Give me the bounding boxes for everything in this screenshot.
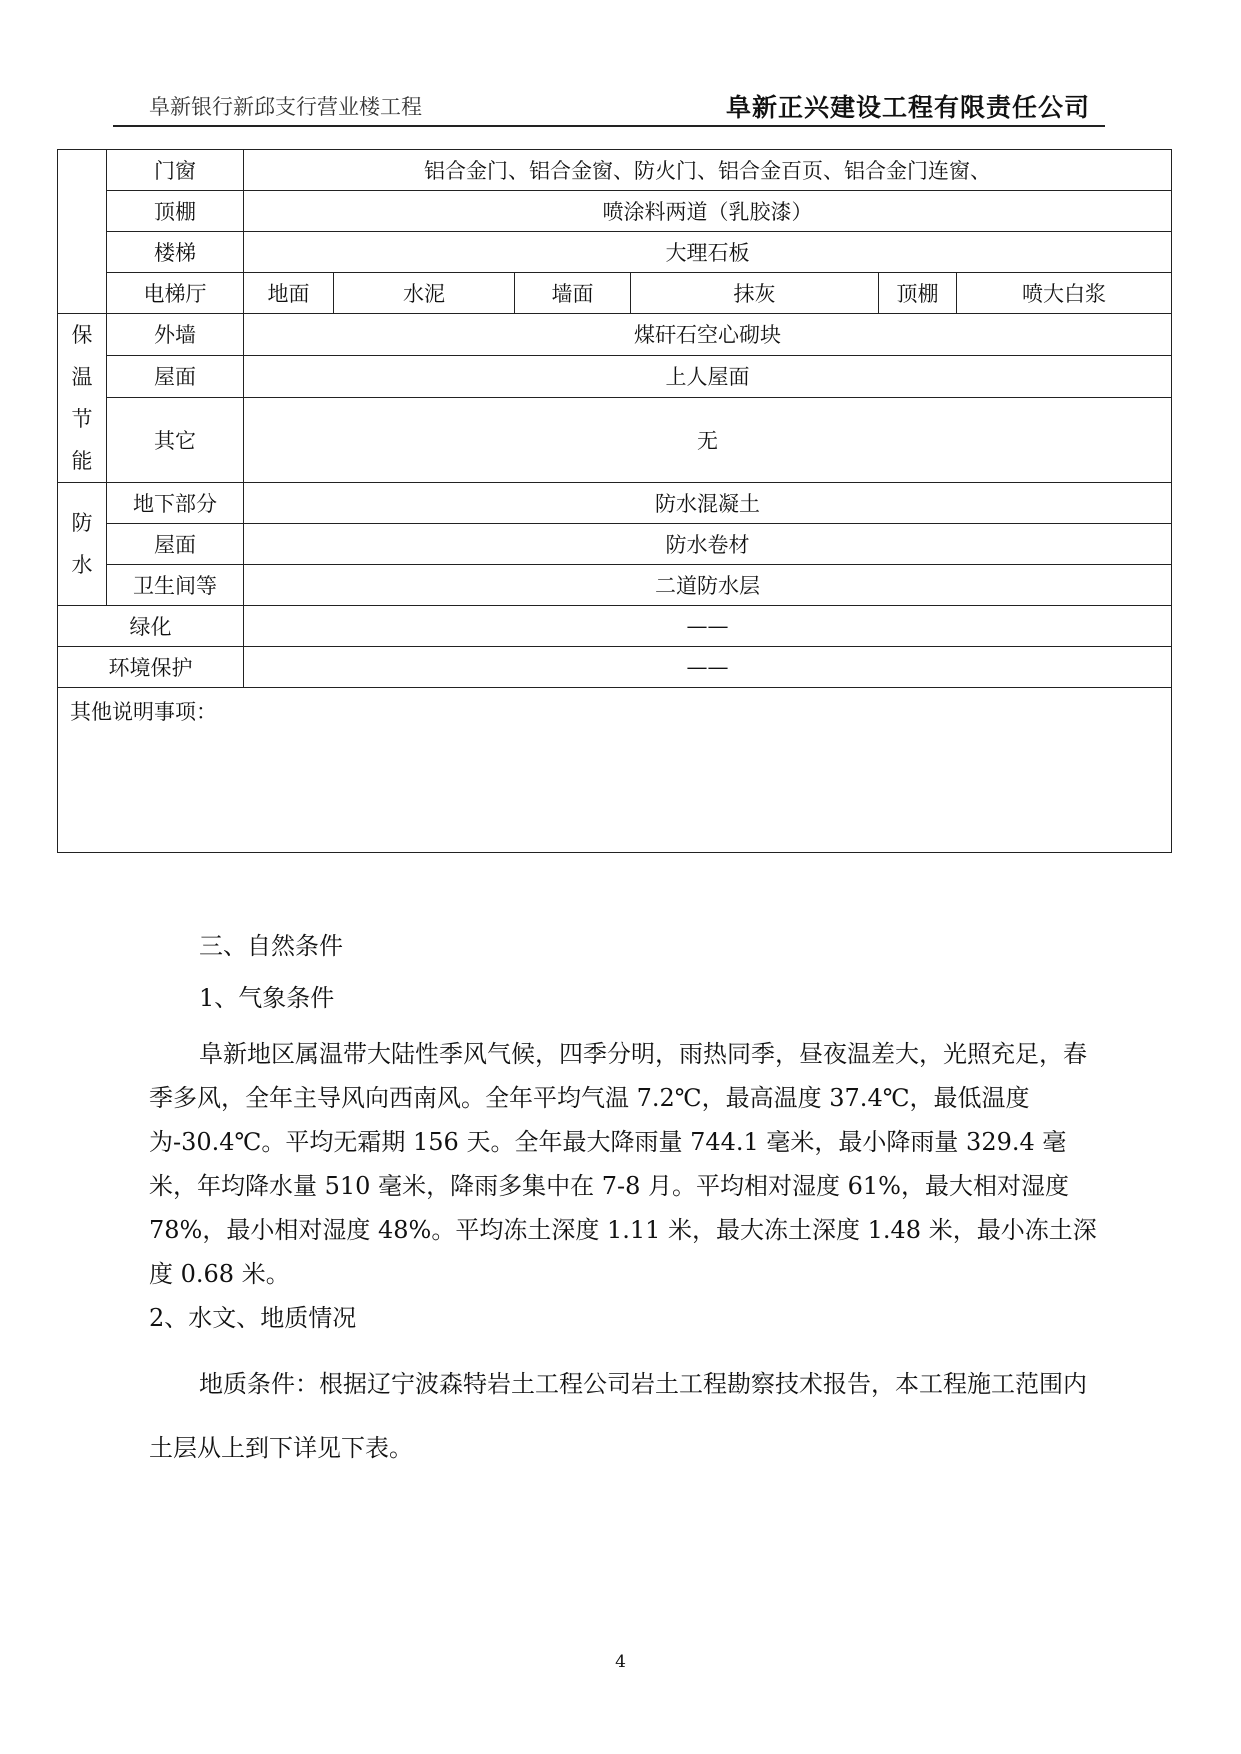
table-row [58,150,1172,191]
table-row [58,565,1172,606]
subsection-title-climate: 1、气象条件 [199,984,335,1012]
table-row [58,483,1172,524]
table-row [58,191,1172,232]
row-value-environment: —— [244,647,1172,688]
row-label-stairs: 楼梯 [107,232,244,273]
header-project-title: 阜新银行新邱支行营业楼工程 [149,95,422,119]
row-label-exterior-wall: 外墙 [107,314,244,356]
row-label-bathroom: 卫生间等 [107,565,244,606]
row-value-ceiling: 喷涂料两道（乳胶漆） [244,191,1172,232]
row-value-roof-insulation: 上人屋面 [244,355,1172,397]
row-label-greening: 绿化 [58,606,244,647]
table-row [58,524,1172,565]
row-label-ceiling: 顶棚 [107,191,244,232]
table-row [58,606,1172,647]
climate-text: 阜新地区属温带大陆性季风气候，四季分明，雨热同季，昼夜温差大，光照充足，春季多风，全年主导风向西南风。全年平均气温 7.2℃，最高温度 37.4℃，最低温度为-30.4℃。平均无霜期 156 天。全年最大降雨量 744.1 毫米，最小降雨量 329.4 毫米，年均降水量 510 毫米，降雨多集中在 7-8 月。平均相对湿度 61%，最大相对湿度 78%，最小相对湿度 48%。平均冻土深度 1.11 米，最大冻土深度 1.48 米，最小冻土深度 0.68 米。 [149,1040,1097,1288]
elevator-floor-label: 地面 [244,273,334,314]
notes-cell: 其他说明事项： [58,688,1172,853]
subsection-title-hydrology: 2、水文、地质情况 [149,1304,357,1332]
elevator-floor-value: 水泥 [334,273,515,314]
table-row [58,688,1172,853]
row-label-elevator-hall: 电梯厅 [107,273,244,314]
row-label-doors-windows: 门窗 [107,150,244,191]
row-value-underground: 防水混凝土 [244,483,1172,524]
header-rule [113,125,1105,127]
row-label-other: 其它 [107,397,244,482]
row-label-roof-waterproof: 屋面 [107,524,244,565]
row-label-underground: 地下部分 [107,483,244,524]
table-row [58,397,1172,482]
table-row [58,232,1172,273]
row-label-environment: 环境保护 [58,647,244,688]
elevator-ceiling-value: 喷大白浆 [957,273,1172,314]
spec-table [57,149,1172,853]
row-value-stairs: 大理石板 [244,232,1172,273]
climate-paragraph [149,1032,1101,1340]
group-label-insulation: 保 温 节 能 [58,314,107,483]
page-number: 4 [615,1652,626,1672]
row-value-exterior-wall: 煤矸石空心砌块 [244,314,1172,356]
elevator-wall-label: 墙面 [515,273,631,314]
header-company-name: 阜新正兴建设工程有限责任公司 [725,93,1090,122]
row-label-roof-insulation: 屋面 [107,355,244,397]
geology-paragraph: 地质条件：根据辽宁波森特岩土工程公司岩土工程勘察技术报告，本工程施工范围内土层从上到下详见下表。 [149,1370,1087,1462]
elevator-ceiling-label: 顶棚 [879,273,957,314]
row-value-greening: —— [244,606,1172,647]
row-value-doors-windows: 铝合金门、铝合金窗、防火门、铝合金百页、铝合金门连窗、 [244,150,1172,191]
elevator-wall-value: 抹灰 [631,273,879,314]
group-label-waterproof: 防 水 [58,483,107,606]
table-row [58,647,1172,688]
table-row [58,273,1172,314]
row-value-roof-waterproof: 防水卷材 [244,524,1172,565]
table-row [58,355,1172,397]
group-cell-blank [58,150,107,314]
row-value-other: 无 [244,397,1172,482]
row-value-bathroom: 二道防水层 [244,565,1172,606]
section-title-natural-conditions: 三、自然条件 [199,932,343,960]
table-row [58,314,1172,356]
